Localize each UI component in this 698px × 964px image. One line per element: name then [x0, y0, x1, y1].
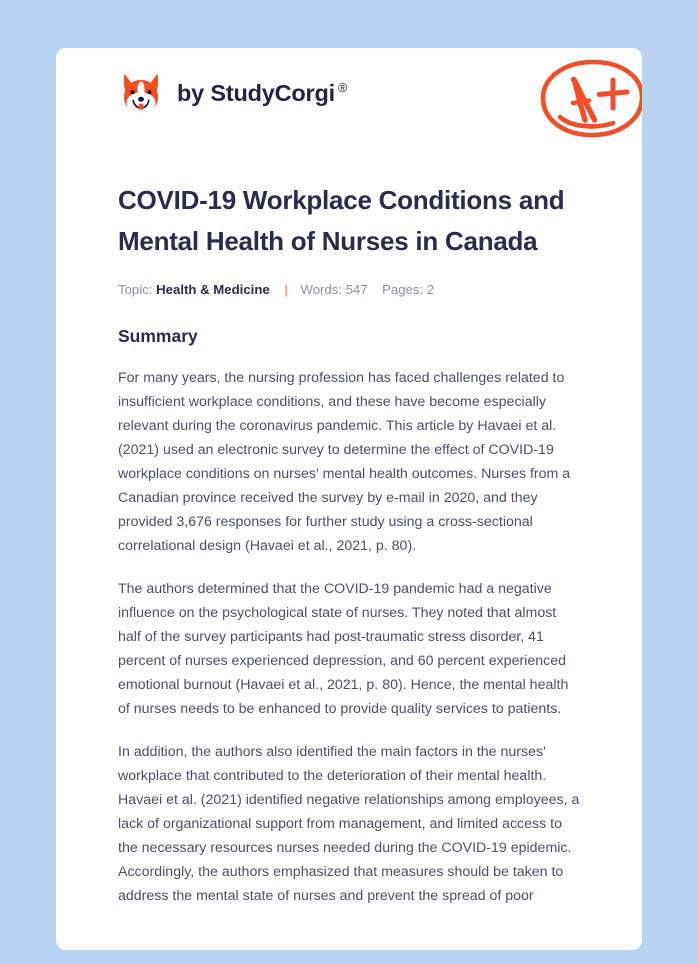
pages-value: 2 [426, 282, 435, 297]
summary-paragraph: The authors determined that the COVID-19 pandemic had a negative influence on the psychological state of nurses. They noted that almost half of the survey participants had post-traumatic stress disorder, 41 percent of nurses experienced depression, and 60 percent experienced emotional burnout (Havaei et al., 2021, p. 80). Hence, the mental health of nurses needs to be enhanced to provide quality services to patients. [118, 581, 569, 717]
topic-label: Topic: [118, 282, 153, 297]
words-value: 547 [345, 282, 368, 297]
words-label: Words: [300, 282, 343, 297]
corgi-logo-icon [118, 70, 164, 116]
brand-logo-group[interactable] [118, 70, 347, 116]
summary-heading: Summary [118, 326, 198, 346]
metadata-separator: | [284, 282, 288, 297]
summary-paragraph: For many years, the nursing profession has faced challenges related to insufficient workplace conditions, and these have become especially relevant during the coronavirus pandemic. This article by Havaei et al. (2021) used an electronic survey to determine the effect of COVID-19 workplace conditions on nurses' mental health outcomes. Nurses from a Canadian province received the survey by e-mail in 2020, and they provided 3,676 responses for further study using a cross-sectional correlational design (Havaei et al., 2021, p. 80). [118, 370, 571, 554]
brand-name-text: by StudyCorgi ® [177, 79, 348, 106]
document-page-sheet [56, 48, 642, 950]
page-title: COVID-19 Workplace Conditions and Mental Health of Nurses in Canada [118, 185, 565, 256]
summary-paragraph: In addition, the authors also identified the main factors in the nurses' workplace that contributed to the deterioration of their mental health. Havaei et al. (2021) identified negative relationships among employees, a lack of organizational support from management, and limited access to the necessary resources nurses needed during the COVID-19 epidemic. Accordingly, the authors emphasized that measures should be taken to address the mental state of nurses and prevent the spread of poor [118, 744, 580, 904]
page-header [56, 48, 642, 160]
article-content [56, 180, 642, 908]
topic-value[interactable]: Health & Medicine [156, 282, 270, 297]
pages-label: Pages: [382, 282, 424, 297]
registered-trademark-icon: ® [338, 80, 348, 95]
article-metadata [118, 282, 580, 297]
a-plus-grade-badge-icon [537, 55, 642, 143]
